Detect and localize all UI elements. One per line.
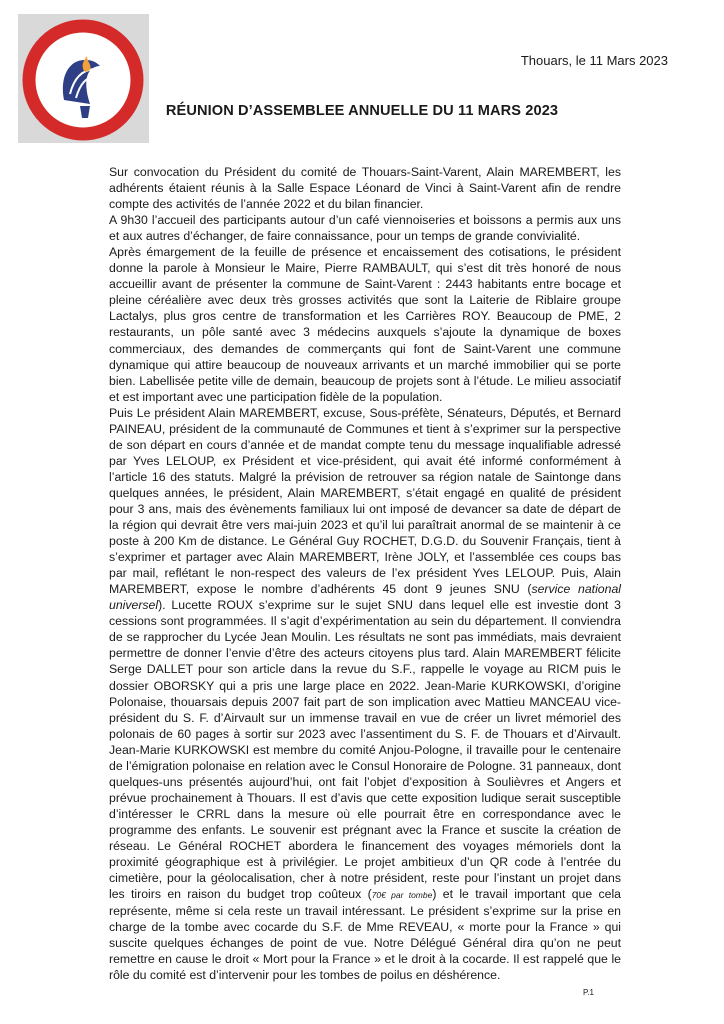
- paragraph-text: ) et le travail important que cela représente, même si cela reste un travail intéressant. Le président s’exprime sur la prise en charge de la tombe avec cocarde du S.F. de Mme REVEAU, « morte pour la France » qui suscite quelques échanges de point de vue. Notre Délégué Général dira qu’on ne peut remettre en cause le droit « Mort pour la France » et le droit à la cocarde. Il est rappelé que le rôle du comité est d’intervenir pour les tombes de poilus en déshérence.: [109, 887, 621, 983]
- paragraph-text: Puis Le président Alain MAREMBERT, excuse, Sous-préfète, Sénateurs, Députés, et Bernard PAINEAU, président de la communauté de Communes et tient à s’exprimer sur la perspective de son départ en cours d’année et de mandat compte tenu du message inqualifiable adressé par Yves LELOUP, ex Président et vice-président, qui avait été informé conformément à l’article 16 des statuts. Malgré la prévision de retrouver sa région natale de Saintonge dans quelques années, le président, Alain MAREMBERT, s’était engagé en qualité de président pour 3 ans, mais des évènements familiaux lui ont imposé de devancer sa date de départ de la région qui devrait être vers mai-juin 2023 et qu’il lui paraîtrait anormal de se maintenir à ce poste à 200 Km de distance. Le Général Guy ROCHET, D.G.D. du Souvenir Français, tient à s’exprimer et partager avec Alain MAREMBERT, Irène JOLY, et l’assemblée ces coups bas par mail, reflétant le non-respect des valeurs de l’ex président Yves LELOUP. Puis, Alain MAREMBERT, expose le nombre d’adhérents 45 dont 9 jeunes SNU (: [109, 405, 621, 597]
- paragraph-convocation: Sur convocation du Président du comité de Thouars-Saint-Varent, Alain MAREMBERT, les adhérents étaient réunis à la Salle Espace Léonard de Vinci à Saint-Varent afin de rendre compte des activités de l’année 2022 et du bilan financier.: [109, 165, 621, 212]
- document-title: RÉUNION D’ASSEMBLEE ANNUELLE DU 11 MARS 2023: [165, 103, 559, 119]
- souvenir-francais-emblem-icon: [18, 14, 149, 143]
- snu-definition: service national universel: [109, 582, 621, 613]
- date-line: Thouars, le 11 Mars 2023: [520, 53, 668, 68]
- paragraph-accueil: A 9h30 l’accueil des participants autour d’un café viennoiseries et boissons a permis aux uns et aux autres d’échanger, de faire connaissance, pour un temps de grande convivialité.: [109, 213, 621, 244]
- page-number: P.1: [583, 988, 594, 997]
- price-note: 70€ par tombe: [371, 890, 433, 901]
- document-body: [109, 164, 621, 983]
- paragraph-text: ). Lucette ROUX s’exprime sur le sujet SNU dans lequel elle est investie dont 3 cessions sont programmées. Il s’agit d’expérimentation au sein du département. Il conviendra de se rapprocher du Lycée Jean Moulin. Les résultats ne sont pas immédiats, mais devraient permettre de donner l’envie d’être des acteurs citoyens plus tard. Alain MAREMBERT félicite Serge DALLET pour son article dans la revue du S.F., rappelle le voyage au RICM puis le dossier OBORSKY qui a pris une large place en 2022. Jean-Marie KURKOWSKI, d’origine Polonaise, thouarsais depuis 2007 fait part de son implication avec Mattieu MANCEAU vice-président du S. F. d’Airvault sur un immense travail en vue de créer un livret mémoriel des polonais de 60 pages à sortir sur 2023 avec l’assentiment du S. F. de Thouars et d’Airvault. Jean-Marie KURKOWSKI est membre du comité Anjou-Pologne, il travaille pour le centenaire de l’émigration polonaise en relation avec le Consul Honoraire de Pologne. 31 panneaux, dont quelques-uns présentés aujourd’hui, ont fait l’objet d’exposition à Soulièvres et Angers et prévue prochainement à Thouars. Il est d’avis que cette exposition ludique serait susceptible d’intéresser le CRRL dans la mesure où elle pourrait être en correspondance avec le programme des enfants. Le souvenir est prégnant avec la France et suscite la création de réseau. Le Général ROCHET abordera le financement des voyages mémoriels dont la proximité géographique est à privilégier. Le projet ambitieux d’un QR code à l’entrée du cimetière, pour la géolocalisation, cher à notre président, reste pour l’instant un projet dans les tiroirs en raison du budget trop coûteux (: [109, 598, 621, 902]
- paragraph-president: [109, 405, 621, 984]
- souvenir-francais-logo: [18, 14, 149, 143]
- paragraph-maire: Après émargement de la feuille de présence et encaissement des cotisations, le président donne la parole à Monsieur le Maire, Pierre RAMBAULT, qui s’est dit très honoré de nous accueillir avant de présenter la commune de Saint-Varent : 2443 habitants entre bocage et pleine céréalière avec deux très grosses activités que sont la Laiterie de Riblaire groupe Lactalys, plus gros centre de transformation et les Carrières ROY. Beaucoup de PME, 2 restaurants, un pôle santé avec 3 médecins auxquels s’ajoute la dynamique de boxes commerciaux, des demandes de commerçants qui font de Saint-Varent une commune dynamique qui attire beaucoup de nouveaux arrivants et un marché immobilier qui se porte bien. Labellisée petite ville de demain, beaucoup de projets sont à l’étude. Le milieu associatif et est important avec une participation fidèle de la population.: [109, 245, 621, 404]
